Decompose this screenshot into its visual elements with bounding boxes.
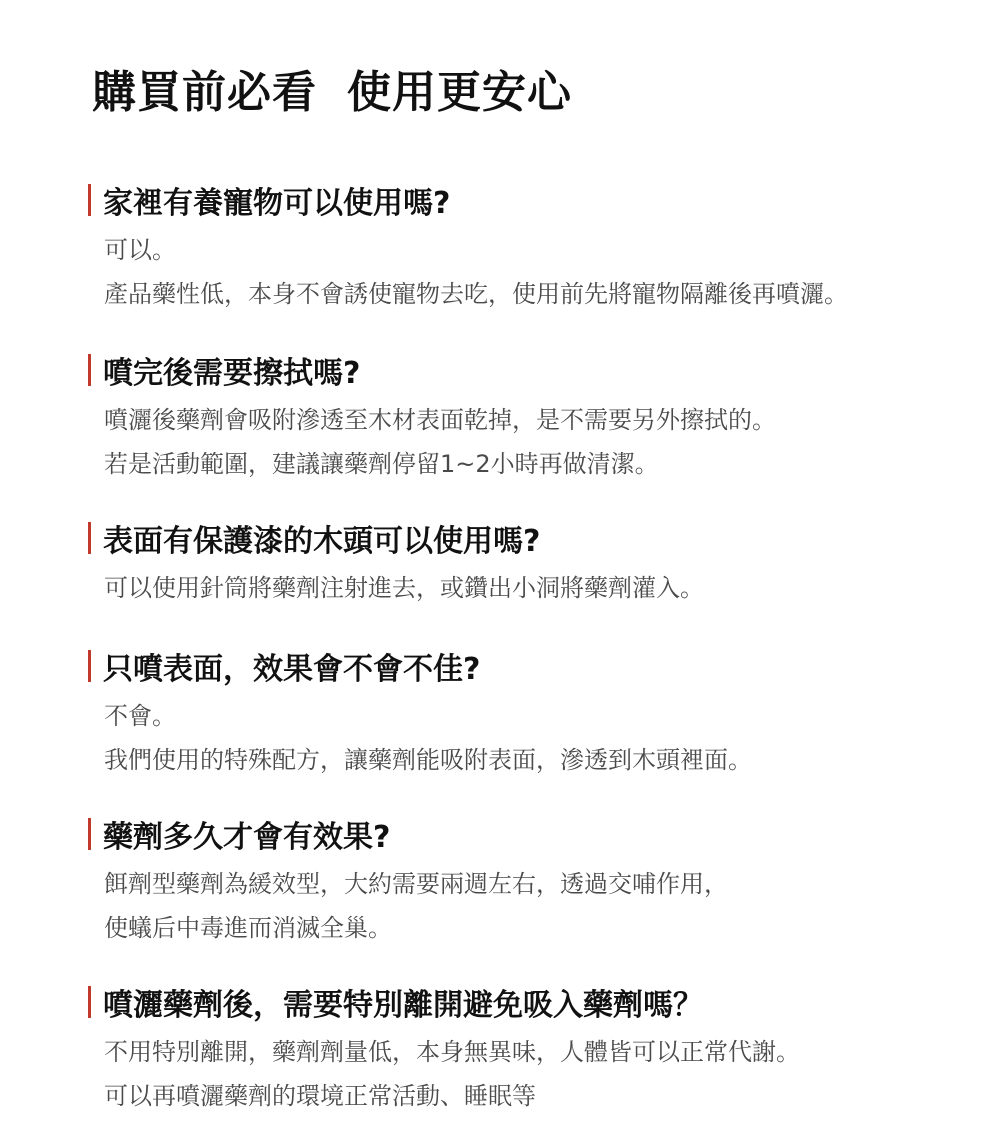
faq-item-coated-wood (88, 518, 968, 610)
faq-item-inhalation (88, 982, 968, 1118)
faq-item-effect-time (88, 814, 968, 950)
faq-item-pets (88, 180, 968, 316)
faq-answer-line: 產品藥性低，本身不會誘使寵物去吃，使用前先將寵物隔離後再噴灑。 (104, 280, 848, 308)
faq-answer-line: 可以。 (104, 236, 176, 264)
faq-question-row (88, 982, 968, 1022)
faq-answer (104, 1030, 968, 1118)
faq-answer-line: 可以再噴灑藥劑的環境正常活動、睡眠等 (104, 1082, 536, 1110)
faq-answer (104, 566, 968, 610)
faq-question: 藥劑多久才會有效果? (103, 820, 391, 855)
accent-bar (88, 818, 91, 850)
faq-question-row (88, 518, 968, 558)
accent-bar (88, 522, 91, 554)
faq-answer (104, 398, 968, 486)
faq-answer (104, 228, 968, 316)
faq-question-row (88, 180, 968, 220)
faq-question-row (88, 350, 968, 390)
faq-answer-line: 使蟻后中毒進而消滅全巢。 (104, 914, 392, 942)
faq-question: 只噴表面，效果會不會不佳? (103, 652, 481, 687)
faq-answer-line: 噴灑後藥劑會吸附滲透至木材表面乾掉，是不需要另外擦拭的。 (104, 406, 776, 434)
faq-answer-line: 不會。 (104, 702, 176, 730)
faq-answer-line: 我們使用的特殊配方，讓藥劑能吸附表面，滲透到木頭裡面。 (104, 746, 752, 774)
faq-item-wipe (88, 350, 968, 486)
accent-bar (88, 650, 91, 682)
faq-answer (104, 862, 968, 950)
faq-question: 表面有保護漆的木頭可以使用嗎? (103, 524, 541, 559)
page-title (92, 56, 572, 120)
faq-answer-line: 不用特別離開，藥劑劑量低，本身無異味，人體皆可以正常代謝。 (104, 1038, 800, 1066)
faq-question: 噴灑藥劑後，需要特別離開避免吸入藥劑嗎？ (103, 988, 703, 1023)
faq-question: 噴完後需要擦拭嗎? (103, 356, 361, 391)
faq-answer-line: 餌劑型藥劑為緩效型，大約需要兩週左右，透過交哺作用， (104, 870, 728, 898)
faq-question-row (88, 646, 968, 686)
page-title-part1: 購買前必看 (92, 67, 317, 118)
faq-question-row (88, 814, 968, 854)
accent-bar (88, 986, 91, 1018)
accent-bar (88, 184, 91, 216)
faq-answer (104, 694, 968, 782)
faq-answer-line: 若是活動範圍，建議讓藥劑停留1~2小時再做清潔。 (104, 450, 659, 478)
faq-answer-line: 可以使用針筒將藥劑注射進去，或鑽出小洞將藥劑灌入。 (104, 574, 704, 602)
faq-item-surface-spray (88, 646, 968, 782)
faq-question: 家裡有養寵物可以使用嗎? (103, 186, 451, 221)
accent-bar (88, 354, 91, 386)
page-title-part2: 使用更安心 (347, 67, 572, 118)
